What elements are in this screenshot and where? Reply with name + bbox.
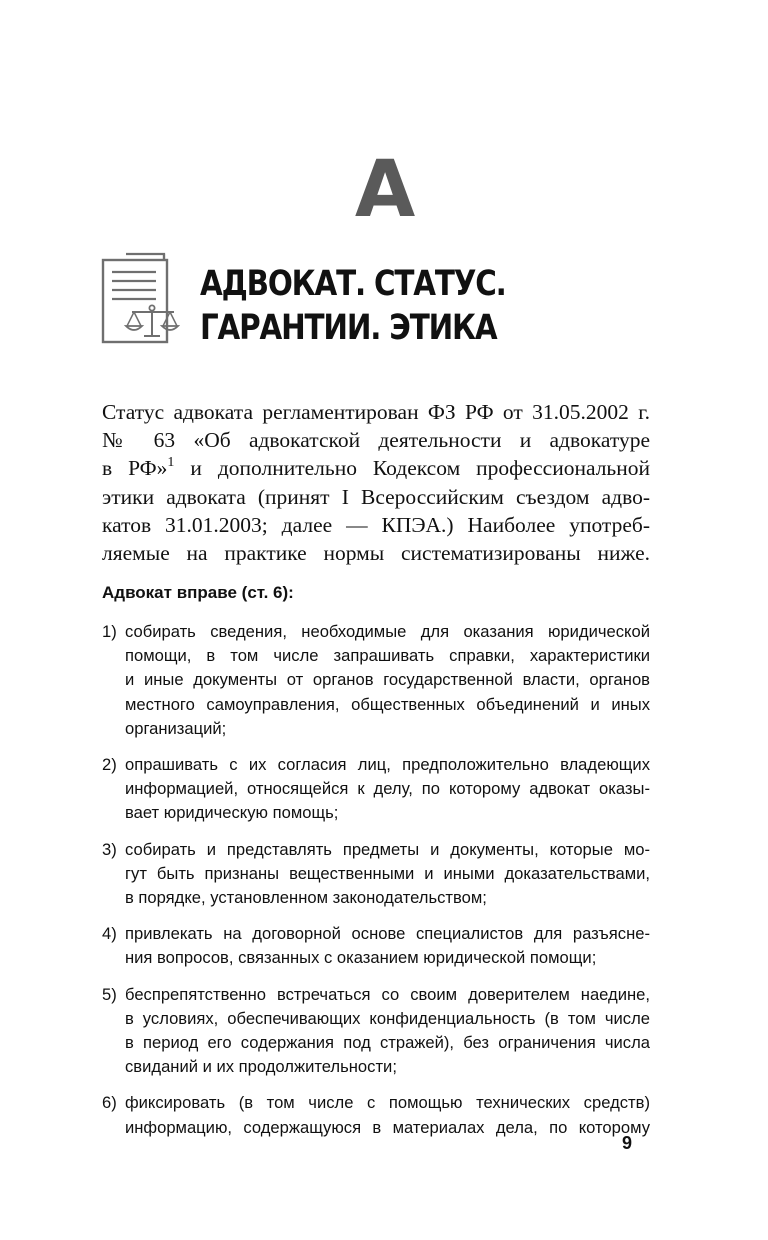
legal-document-scales-icon bbox=[100, 252, 180, 346]
item-line: собирать и представлять предметы и документы, которые мо- bbox=[125, 839, 650, 859]
list-item bbox=[102, 620, 650, 741]
intro-line: этики адвоката (принят I Всероссийским съездом адво- bbox=[102, 484, 650, 509]
item-line: свиданий и их продолжительности; bbox=[125, 1057, 397, 1077]
item-number: 4) bbox=[102, 924, 117, 944]
list-item bbox=[102, 838, 650, 911]
chapter-title-line: ГАРАНТИИ. ЭТИКА bbox=[200, 308, 497, 348]
item-line: информацию, содержащуюся в материалах дела, по которому bbox=[125, 1117, 650, 1137]
item-line: вает юридическую помощь; bbox=[125, 803, 339, 823]
item-number: 2) bbox=[102, 755, 117, 775]
chapter-title-line: АДВОКАТ. СТАТУС. bbox=[200, 264, 506, 304]
item-line: фиксировать (в том числе с помощью технических средств) bbox=[125, 1093, 650, 1113]
page-number: 9 bbox=[622, 1133, 633, 1153]
intro-line-text: и дополнительно Кодексом профессиональной bbox=[190, 456, 651, 481]
intro-line-text: в РФ» bbox=[102, 456, 168, 481]
item-line: в период его содержания под стражей), без ограничения числа bbox=[125, 1033, 650, 1053]
list-item bbox=[102, 922, 650, 970]
footnote-marker: 1 bbox=[167, 455, 175, 471]
intro-line: № 63 «Об адвокатской деятельности и адвокатуре bbox=[102, 428, 650, 453]
item-line: в условиях, обеспечивающих конфиденциальность (в том числе bbox=[125, 1008, 650, 1028]
item-number: 3) bbox=[102, 839, 117, 859]
item-number: 6) bbox=[102, 1093, 117, 1113]
item-line: организаций; bbox=[125, 718, 227, 738]
item-line: собирать сведения, необходимые для оказания юридической bbox=[125, 622, 650, 641]
intro-paragraph bbox=[102, 398, 650, 567]
rights-heading: Адвокат вправе (ст. 6): bbox=[102, 583, 294, 602]
intro-line: Статус адвоката регламентирован ФЗ РФ от 31.05.2002 г. bbox=[102, 400, 650, 424]
intro-line: ляемые на практике нормы систематизированы ниже. bbox=[102, 541, 650, 566]
item-number: 1) bbox=[102, 622, 117, 641]
intro-line: катов 31.01.2003; далее — КПЭА.) Наиболее употреб- bbox=[102, 512, 650, 537]
item-line: привлекать на договорной основе специалистов для разъясне- bbox=[125, 924, 650, 944]
list-item bbox=[102, 753, 650, 826]
item-line: беспрепятственно встречаться со своим доверителем наедине, bbox=[125, 984, 650, 1004]
list-item bbox=[102, 983, 650, 1080]
item-line: информацией, относящейся к делу, по которому адвокат оказы- bbox=[125, 779, 650, 799]
item-line: помощи, в том числе запрашивать справки, характеристики bbox=[125, 646, 650, 666]
item-line: в порядке, установленном законодательством; bbox=[125, 888, 487, 908]
section-letter: А bbox=[354, 145, 414, 235]
item-line: гут быть признаны вещественными и иными доказательствами, bbox=[125, 863, 650, 883]
item-line: местного самоуправления, общественных объединений и иных bbox=[125, 694, 650, 714]
list-item bbox=[102, 1091, 650, 1139]
intro-line bbox=[102, 454, 650, 482]
chapter-title bbox=[200, 262, 506, 350]
item-line: опрашивать с их согласия лиц, предположительно владеющих bbox=[125, 755, 650, 775]
rights-list bbox=[102, 620, 650, 1152]
item-number: 5) bbox=[102, 984, 117, 1004]
item-line: и иные документы от органов государственной власти, органов bbox=[125, 670, 650, 690]
item-line: ния вопросов, связанных с оказанием юридической помощи; bbox=[125, 948, 597, 968]
